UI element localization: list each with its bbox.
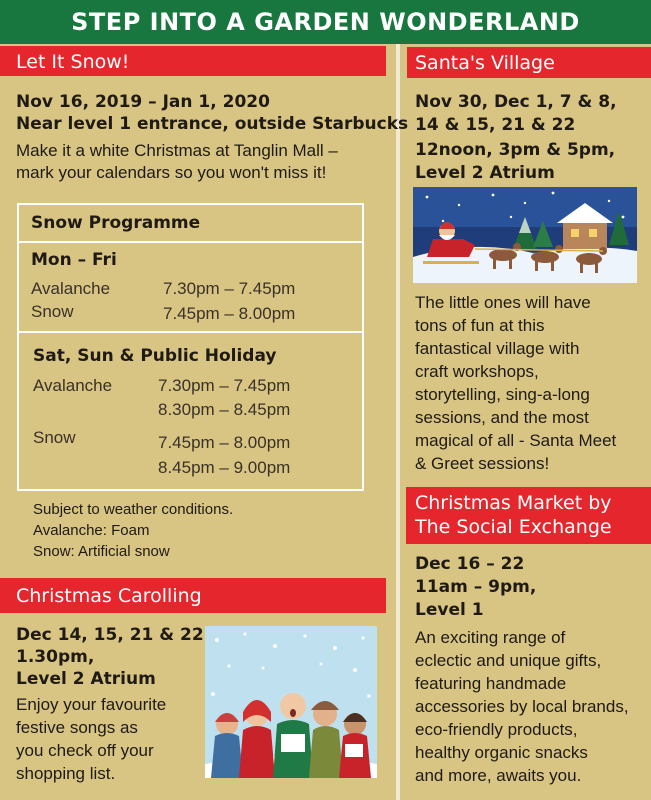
description-line: accessories by local brands, bbox=[415, 697, 629, 716]
snow-notes bbox=[33, 499, 233, 562]
snow-description-line: mark your calendars so you won't miss it! bbox=[16, 163, 327, 182]
weekday-heading: Mon – Fri bbox=[31, 250, 117, 270]
detail-line: 11am – 9pm, bbox=[415, 577, 537, 597]
santas-village-header bbox=[407, 47, 651, 78]
description-line: healthy organic snacks bbox=[415, 743, 588, 762]
carolling-details bbox=[16, 624, 204, 690]
detail-line: Nov 30, Dec 1, 7 & 8, bbox=[415, 92, 617, 112]
market-header-line: Christmas Market by bbox=[415, 492, 612, 514]
detail-line: Level 2 Atrium bbox=[16, 669, 156, 689]
note-line: Subject to weather conditions. bbox=[33, 501, 234, 518]
weekend-heading: Sat, Sun & Public Holiday bbox=[33, 346, 277, 366]
description-line: storytelling, sing-a-long bbox=[415, 385, 590, 404]
detail-line: Level 2 Atrium bbox=[415, 163, 555, 183]
market-header-line: The Social Exchange bbox=[415, 516, 612, 538]
carolling-header bbox=[0, 578, 386, 613]
detail-line: 14 & 15, 21 & 22 bbox=[415, 115, 576, 135]
programme-label: Avalanche bbox=[31, 279, 111, 298]
carolling-description bbox=[16, 693, 166, 785]
let-it-snow-header bbox=[0, 46, 386, 76]
santas-village-description bbox=[415, 291, 616, 475]
description-line: & Greet sessions! bbox=[415, 454, 550, 473]
programme-time: 7.45pm – 8.00pm bbox=[163, 304, 296, 323]
detail-line: 1.30pm, bbox=[16, 647, 95, 667]
note-line: Avalanche: Foam bbox=[33, 522, 150, 539]
programme-time: 7.30pm – 7.45pm bbox=[158, 376, 291, 395]
detail-line: Dec 16 – 22 bbox=[415, 554, 525, 574]
description-line: tons of fun at this bbox=[415, 316, 545, 335]
snow-description-line: Make it a white Christmas at Tanglin Mall – bbox=[16, 141, 338, 160]
note-line: Snow: Artificial snow bbox=[33, 543, 170, 560]
snow-description bbox=[16, 140, 338, 184]
description-line: magical of all - Santa Meet bbox=[415, 431, 617, 450]
programme-time: 8.30pm – 8.45pm bbox=[158, 400, 291, 419]
programme-label: Snow bbox=[33, 428, 76, 447]
description-line: sessions, and the most bbox=[415, 408, 589, 427]
santas-village-header-text: Santa's Village bbox=[415, 52, 555, 74]
programme-label: Snow bbox=[31, 302, 74, 321]
description-line: Enjoy your favourite bbox=[16, 695, 167, 714]
programme-label: Avalanche bbox=[33, 376, 113, 395]
description-line: eclectic and unique gifts, bbox=[415, 651, 602, 670]
description-line: craft workshops, bbox=[415, 362, 539, 381]
column-divider bbox=[396, 44, 400, 800]
programme-time: 7.30pm – 7.45pm bbox=[163, 279, 296, 298]
santas-village-details bbox=[415, 91, 617, 185]
programme-time: 8.45pm – 9.00pm bbox=[158, 458, 291, 477]
description-line: shopping list. bbox=[16, 764, 116, 783]
programme-time: 7.45pm – 8.00pm bbox=[158, 433, 291, 452]
snow-date: Nov 16, 2019 – Jan 1, 2020 bbox=[16, 92, 270, 112]
carolling-header-text: Christmas Carolling bbox=[16, 585, 202, 607]
description-line: and more, awaits you. bbox=[415, 766, 582, 785]
santa-sleigh-illustration bbox=[413, 187, 637, 283]
description-line: An exciting range of bbox=[415, 628, 566, 647]
market-header bbox=[406, 487, 651, 544]
let-it-snow-header-text: Let It Snow! bbox=[16, 51, 130, 73]
snow-location: Near level 1 entrance, outside Starbucks bbox=[16, 114, 409, 134]
description-line: fantastical village with bbox=[415, 339, 580, 358]
market-description bbox=[415, 626, 629, 787]
page-title: STEP INTO A GARDEN WONDERLAND bbox=[0, 0, 651, 44]
detail-line: Level 1 bbox=[415, 600, 484, 620]
table-divider bbox=[17, 331, 364, 333]
description-line: The little ones will have bbox=[415, 293, 591, 312]
market-details bbox=[415, 553, 536, 622]
programme-title: Snow Programme bbox=[31, 213, 201, 233]
carollers-illustration bbox=[205, 626, 377, 778]
description-line: eco-friendly products, bbox=[415, 720, 578, 739]
detail-line: Dec 14, 15, 21 & 22 bbox=[16, 625, 204, 645]
detail-line: 12noon, 3pm & 5pm, bbox=[415, 140, 616, 160]
description-line: festive songs as bbox=[16, 718, 138, 737]
description-line: you check off your bbox=[16, 741, 154, 760]
table-divider bbox=[17, 241, 364, 243]
description-line: featuring handmade bbox=[415, 674, 567, 693]
